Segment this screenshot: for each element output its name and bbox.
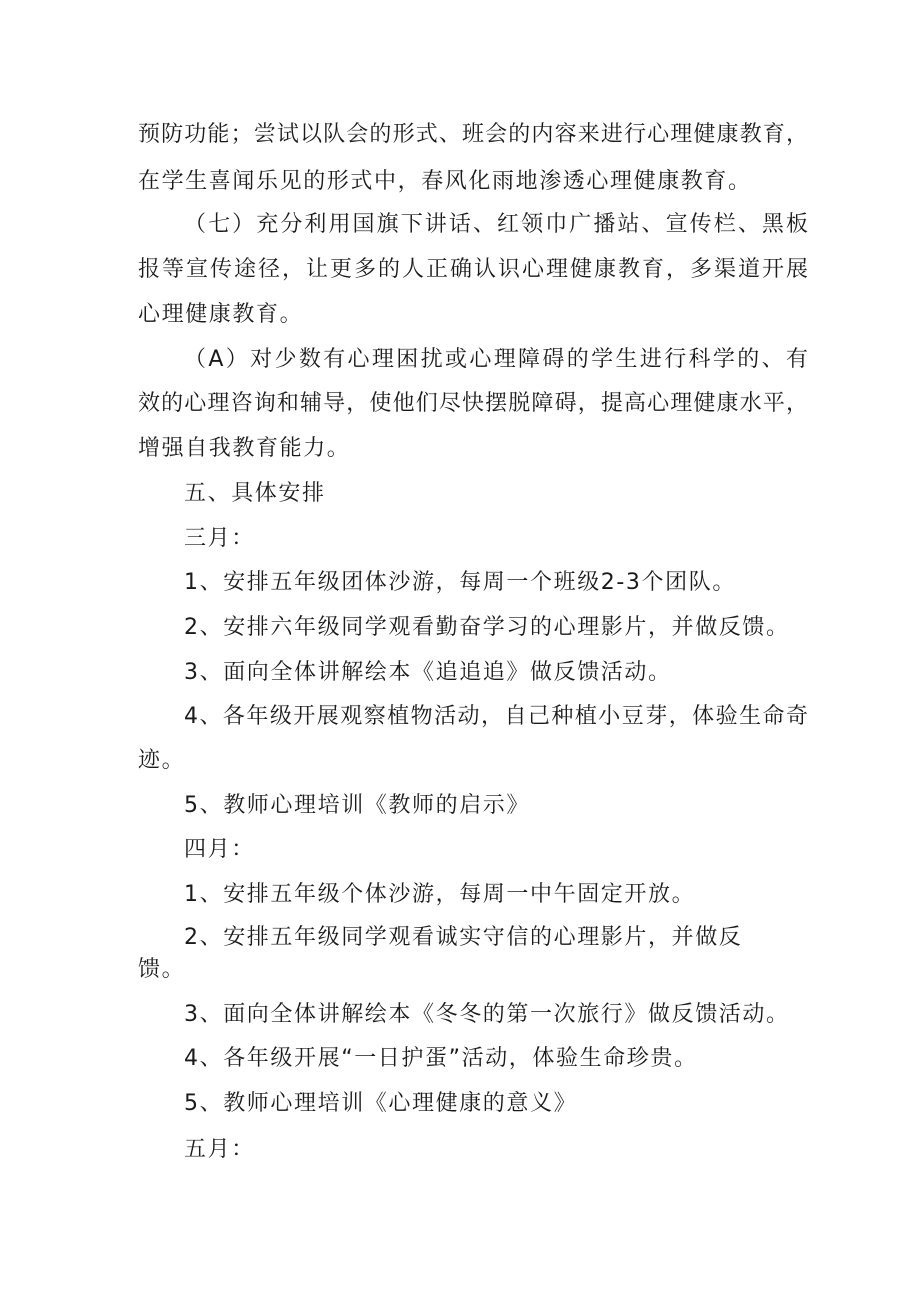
section-heading: 五、具体安排 <box>184 481 326 506</box>
list-item: 3、面向全体讲解绘本《冬冬的第一次旅行》做反馈活动。 <box>184 1002 790 1027</box>
list-item: 5、教师心理培训《心理健康的意义》 <box>184 1091 578 1116</box>
list-item: 1、安排五年级团体沙游，每周一个班级2-3个团队。 <box>184 570 736 595</box>
list-item-continuation: 馈。 <box>138 957 186 982</box>
paragraph-line: （A）对少数有心理困扰或心理障碍的学生进行科学的、有 <box>184 347 808 372</box>
list-item: 3、面向全体讲解绘本《追追追》做反馈活动。 <box>184 660 672 685</box>
list-item: 4、各年级开展观察植物活动，自己种植小豆芽，体验生命奇 <box>184 704 808 729</box>
list-item: 5、教师心理培训《教师的启示》 <box>184 793 530 818</box>
list-item-continuation: 迹。 <box>138 748 186 773</box>
month-heading: 三月： <box>184 526 255 551</box>
paragraph-line: 报等宣传途径，让更多的人正确认识心理健康教育，多渠道开展 <box>138 257 808 282</box>
paragraph-line: 效的心理咨询和辅导，使他们尽快摆脱障碍，提高心理健康水平， <box>138 391 808 416</box>
list-item: 2、安排六年级同学观看勤奋学习的心理影片，并做反馈。 <box>184 615 790 640</box>
list-item: 1、安排五年级个体沙游，每周一中午固定开放。 <box>184 882 696 907</box>
list-item: 2、安排五年级同学观看诚实守信的心理影片，并做反 <box>184 925 743 950</box>
list-item: 4、各年级开展“一日护蛋”活动，体验生命珍贵。 <box>184 1046 698 1071</box>
paragraph-line: 预防功能；尝试以队会的形式、班会的内容来进行心理健康教育， <box>138 122 808 147</box>
paragraph-line: 在学生喜闻乐见的形式中，春风化雨地渗透心理健康教育。 <box>138 169 752 194</box>
paragraph-line: 增强自我教育能力。 <box>138 436 351 461</box>
paragraph-line: （七）充分利用国旗下讲话、红领巾广播站、宣传栏、黑板 <box>184 212 808 237</box>
paragraph-line: 心理健康教育。 <box>138 302 304 327</box>
month-heading: 四月： <box>184 837 255 862</box>
month-heading: 五月： <box>184 1137 255 1162</box>
